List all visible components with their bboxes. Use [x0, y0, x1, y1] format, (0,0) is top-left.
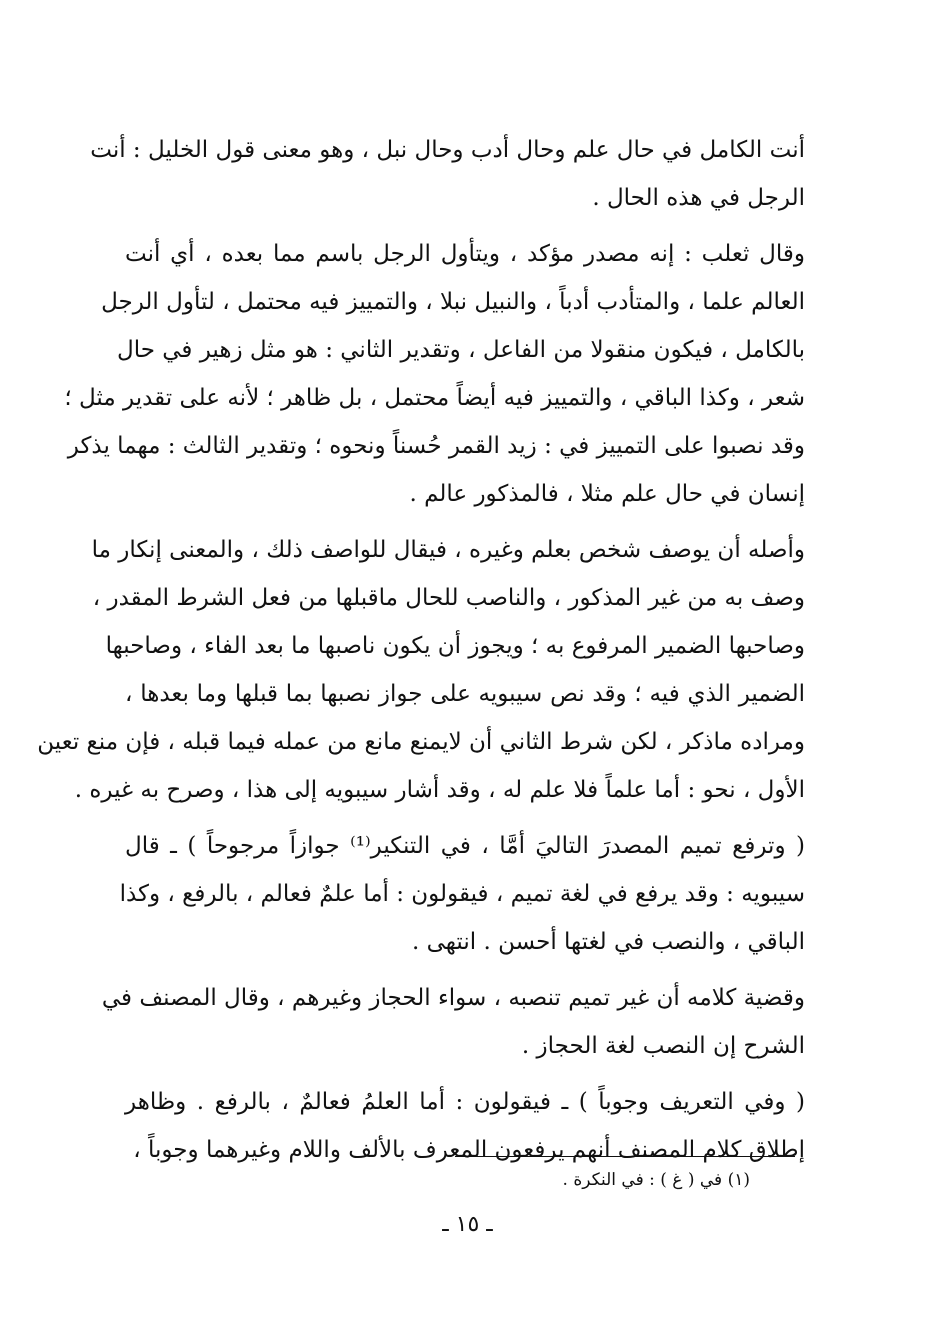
text-line: وصف به من غير المذكور ، والناصب للحال ماقبلها من فعل الشرط المقدر ،	[92, 585, 805, 611]
text-line: ( وفي التعريف وجوباً ) ـ فيقولون : أما العلمُ فعالمٌ ، بالرفع . وظاهر	[125, 1089, 805, 1115]
text-line: الباقي ، والنصب في لغتها أحسن . انتهى .	[412, 929, 805, 955]
footnote: (١) في ( غ ) : في النكرة .	[562, 1170, 750, 1190]
text-line: الرجل في هذه الحال .	[592, 185, 805, 211]
text-line: ( وترفع تميم المصدرَ التاليَ أمَّا ، في التنكير⁽¹⁾ جوازاً مرجوحاً ) ـ قال	[125, 833, 805, 859]
text-line: الشرح إن النصب لغة الحجاز .	[521, 1033, 805, 1059]
footnote-separator	[455, 1156, 795, 1157]
text-line: ومراده ماذكر ، لكن شرط الثاني أن لايمنع مانع من عمله فيما قبله ، فإن منع تعين	[37, 729, 805, 755]
page-number: ـ ١٥ ـ	[442, 1212, 493, 1237]
text-line: وقضية كلامه أن غير تميم تنصبه ، سواء الحجاز وغيرهم ، وقال المصنف في	[101, 985, 805, 1011]
paragraph	[64, 230, 805, 518]
text-line: أنت الكامل في حال علم وحال أدب وحال نبل ، وهو معنى قول الخليل : أنت	[90, 137, 805, 163]
text-line: بالكامل ، فيكون منقولا من الفاعل ، وتقدير الثاني : هو مثل زهير في حال	[116, 337, 805, 363]
text-line: وقد نصبوا على التمييز في : زيد القمر حُسناً ونحوه ؛ وتقدير الثالث : مهما يذكر	[67, 433, 805, 459]
text-line: إنسان في حال علم مثلا ، فالمذكور عالم .	[409, 481, 805, 507]
text-line: سيبويه : وقد يرفع في لغة تميم ، فيقولون : أما علمٌ فعالم ، بالرفع ، وكذا	[119, 881, 805, 907]
text-line: وأصله أن يوصف شخص بعلم وغيره ، فيقال للواصف ذلك ، والمعنى إنكار ما	[91, 537, 805, 563]
body-text	[37, 126, 805, 1174]
text-line: إطلاق كلام المصنف أنهم يرفعون المعرف بالألف واللام وغيرهما وجوباً ،	[133, 1137, 805, 1163]
text-line: وصاحبها الضمير المرفوع به ؛ ويجوز أن يكون ناصبها ما بعد الفاء ، وصاحبها	[105, 633, 805, 659]
paragraph	[125, 1078, 805, 1174]
text-line: وقال ثعلب : إنه مصدر مؤكد ، ويتأول الرجل باسم مما بعده ، أي أنت	[125, 241, 805, 267]
text-line: شعر ، وكذا الباقي ، والتمييز فيه أيضاً محتمل ، بل ظاهر ؛ لأنه على تقدير مثل ؛	[64, 385, 805, 411]
paragraph	[101, 974, 805, 1070]
text-line: العالم علما ، والمتأدب أدباً ، والنبيل نبلا ، والتمييز فيه محتمل ، لتأول الرجل	[101, 289, 805, 315]
text-line: الأول ، نحو : أما علماً فلا علم له ، وقد أشار سيبويه إلى هذا ، وصرح به غيره .	[74, 777, 805, 803]
paragraph	[37, 526, 805, 814]
paragraph	[90, 126, 805, 222]
text-line: الضمير الذي فيه ؛ وقد نص سيبويه على جواز نصبها بما قبلها وما بعدها ،	[125, 681, 805, 707]
paragraph	[119, 822, 805, 966]
